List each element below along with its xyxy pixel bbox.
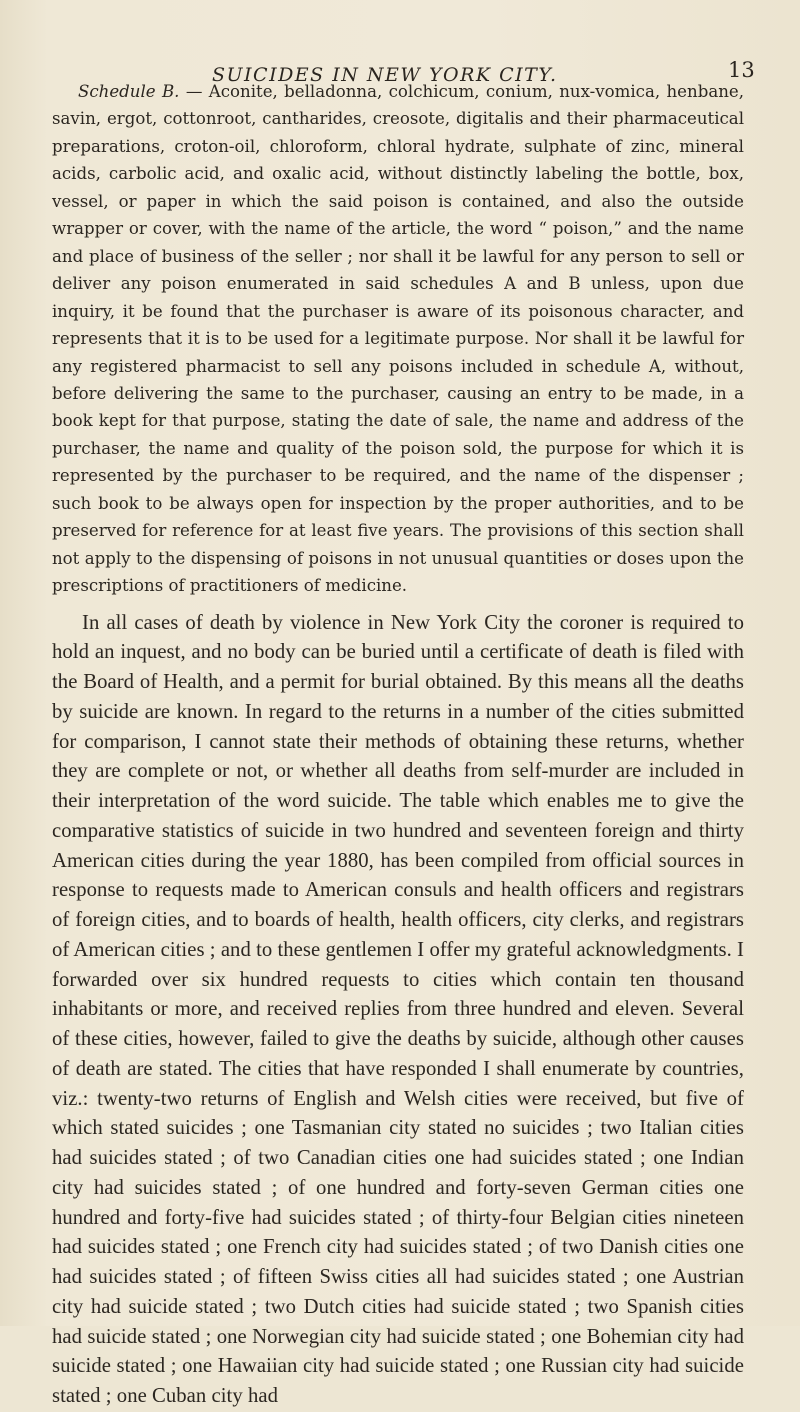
paragraph-coroner-inquest: In all cases of death by violence in New York City the coroner is required to hold an inquest, and no body can be buried until a certificate of death is filed with the Board of Health, and a permit for burial obtained. By this means all the deaths by suicide are known. In regard to the returns in a number of the cities submitted for comparison, I cannot state their methods of obtaining these returns, whether they are complete or not, or whether all deaths from self-murder are included in their interpretation of the word suicide. The table which enables me to give the comparative statistics of suicide in two hundred and seventeen foreign and thirty American cities during the year 1880, has been compiled from official sources in response to requests made to American consuls and health officers and registrars of foreign cities, and to boards of health, health officers, city clerks, and registrars of American cities ; and to these gentlemen I offer my grateful acknowledgments. I forwarded over six hundred requests to cities which contain ten thousand inhabitants or more, and received replies from three hundred and eleven. Several of these cities, however, failed to give the deaths by suicide, although other causes of death are stated. The cities that have responded I shall enumerate by countries, viz.: twenty-two returns of English and Welsh cities were received, but five of which stated suicides ; one Tasmanian city stated no suicides ; two Italian cities had suicides stated ; of two Canadian cities one had suicides stated ; one Indian city had suicides stated ; of one hundred and forty-seven German cities one hundred and forty-five had suicides stated ; of thirty-four Belgian cities nineteen had suicides stated ; one French city had suicides stated ; of two Danish cities one had suicides stated ; of fifteen Swiss cities all had suicides stated ; one Austrian city had suicide stated ; two Dutch cities had suicide stated ; two Spanish cities had suicide stated ; one Norwegian city had suicide stated ; one Bohemian city had suicide stated ; one Hawaiian city had suicide stated ; one Russian city had suicide stated ; one Cuban city had: [52, 611, 744, 1408]
body-text: [52, 78, 744, 1412]
schedule-b-label: Schedule B.: [78, 82, 180, 101]
schedule-b-text: — Aconite, belladonna, colchicum, conium, nux-vomica, henbane, savin, ergot, cottonroot, cantharides, creosote, digitalis and their pharmaceutical preparations, croton-oil, chloroform, chloral hydrate, sulphate of zinc, mineral acids, carbolic acid, and oxalic acid, without distinctly labeling the bottle, box, vessel, or paper in which the said poison is contained, and also the outside wrapper or cover, with the name of the article, the word “ poison,” and the name and place of business of the seller ; nor shall it be lawful for any person to sell or deliver any poison enumerated in said schedules A and B unless, upon due inquiry, it be found that the purchaser is aware of its poisonous character, and represents that it is to be used for a legitimate purpose. Nor shall it be lawful for any registered pharmacist to sell any poisons included in schedule A, without, before delivering the same to the purchaser, causing an entry to be made, in a book kept for that purpose, stating the date of sale, the name and address of the purchaser, the name and quality of the poison sold, the purpose for which it is represented by the purchaser to be required, and the name of the dispenser ; such book to be always open for inspection by the proper authorities, and to be preserved for reference for at least five years. The provisions of this section shall not apply to the dispensing of poisons in not unusual quantities or doses upon the prescriptions of practitioners of medicine.: [52, 82, 744, 596]
page-header: [0, 16, 800, 86]
running-title: SUICIDES IN NEW YORK CITY.: [212, 64, 558, 86]
page-number: 13: [728, 58, 755, 82]
paragraph-schedule-b: [52, 78, 744, 600]
